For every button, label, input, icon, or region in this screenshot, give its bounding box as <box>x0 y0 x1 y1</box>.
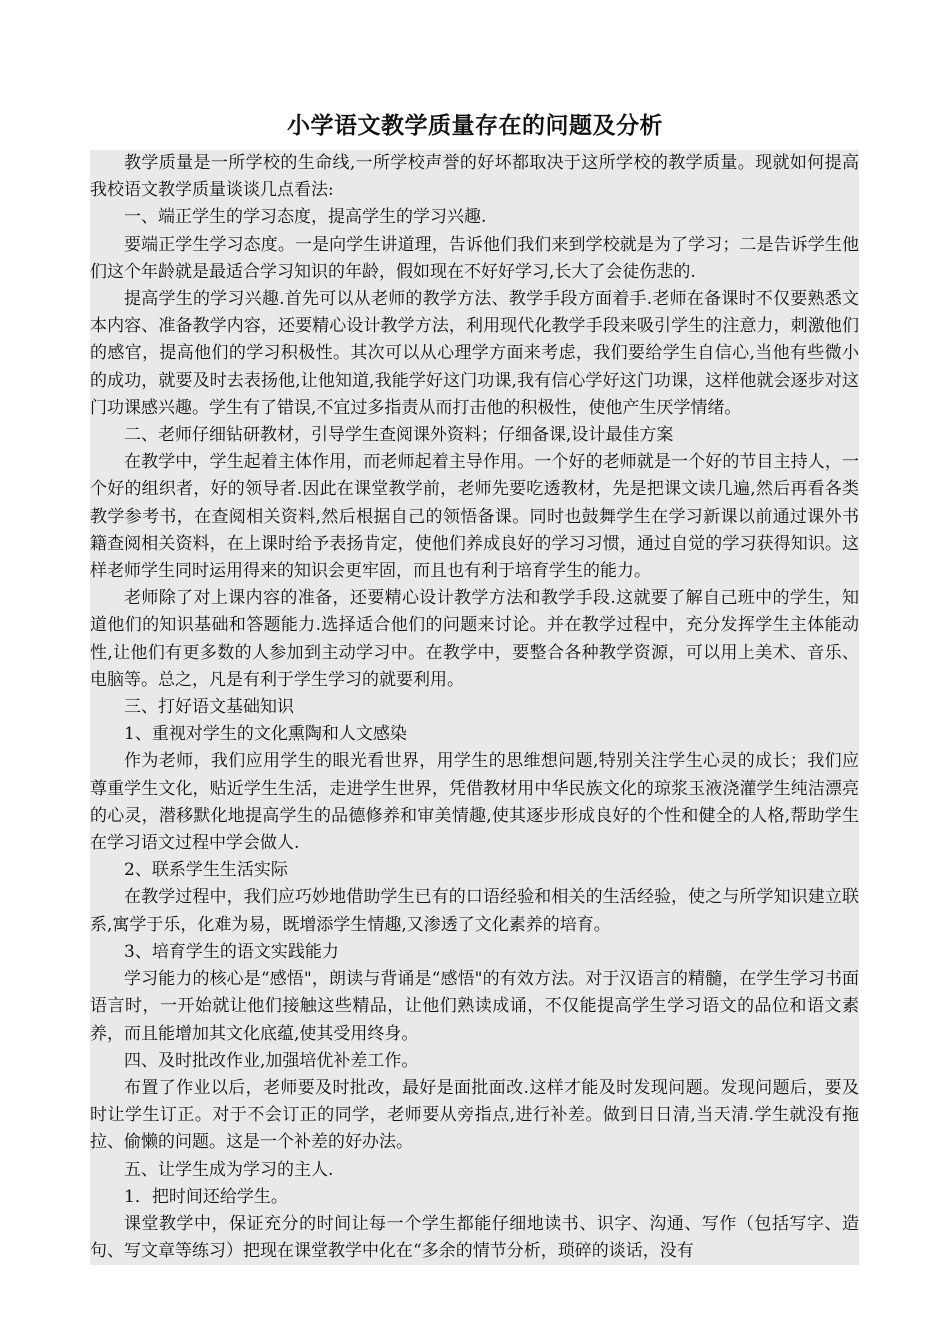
section-heading: 二、老师仔细钻研教材，引导学生查阅课外资料；仔细备课,设计最佳方案 <box>124 425 674 446</box>
paragraph: 课堂教学中，保证充分的时间让每一个学生都能仔细地读书、识字、沟通、写作（包括写字、造句、写文章等练习）把现在课堂教学中化在“多余的情节分析，琐碎的谈话，没有 <box>90 1213 859 1262</box>
subsection-heading: 3、培育学生的语文实践能力 <box>124 941 339 962</box>
section-heading: 四、及时批改作业,加强培优补差工作。 <box>124 1050 419 1071</box>
paragraph: 提高学生的学习兴趣.首先可以从老师的教学方法、教学手段方面着手.老师在备课时不仅要熟悉文本内容、准备教学内容，还要精心设计教学方法，利用现代化教学手段来吸引学生的注意力，刺激他们的感官，提高他们的学习积极性。其次可以从心理学方面来考虑，我们要给学生自信心,当他有些微小的成功，就要及时去表扬他,让他知道,我能学好这门功课,我有信心学好这门功课，这样他就会逐步对这门功课感兴趣。学生有了错误,不宜过多指责从而打击他的积极性，使他产生厌学情绪。 <box>90 289 859 418</box>
document-title: 小学语文教学质量存在的问题及分析 <box>287 112 663 139</box>
paragraph: 在教学中，学生起着主体作用，而老师起着主导作用。一个好的老师就是一个好的节目主持人，一个好的组织者，好的领导者.因此在课堂教学前，老师先要吃透教材，先是把课文读几遍,然后再看各类教学参考书，在查阅相关资料,然后根据自己的领悟备课。同时也鼓舞学生在学习新课以前通过课外书籍查阅相关资料，在上课时给予表扬肯定，使他们养成良好的学习习惯，通过自觉的学习获得知识。这样老师学生同时运用得来的知识会更牢固，而且也有利于培育学生的能力。 <box>90 452 859 582</box>
section-heading: 三、打好语文基础知识 <box>124 697 294 718</box>
paragraph: 要端正学生学习态度。一是向学生讲道理，告诉他们我们来到学校就是为了学习；二是告诉学生他们这个年龄就是最适合学习知识的年龄，假如现在不好好学习,长大了会徒伤悲的. <box>90 234 859 282</box>
paragraph: 教学质量是一所学校的生命线,一所学校声誉的好坏都取决于这所学校的教学质量。现就如何提高我校语文教学质量谈谈几点看法: <box>90 153 859 201</box>
paragraph: 作为老师，我们应用学生的眼光看世界，用学生的思维想问题,特别关注学生心灵的成长；我们应尊重学生文化，贴近学生生活，走进学生世界，凭借教材用中华民族文化的琼浆玉液浇灌学生纯洁漂亮的心灵，潜移默化地提高学生的品德修养和审美情趣,使其逐步形成良好的个性和健全的人格,帮助学生在学习语文过程中学会做人. <box>90 751 859 854</box>
subsection-heading: 2、联系学生生活实际 <box>124 860 288 881</box>
subsection-heading: 1．把时间还给学生。 <box>124 1186 288 1207</box>
paragraph: 布置了作业以后，老师要及时批改，最好是面批面改.这样才能及时发现问题。发现问题后，要及时让学生订正。对于不会订正的同学，老师要从旁指点,进行补差。做到日日清,当天清.学生就没有拖拉、偷懒的问题。这是一个补差的好办法。 <box>90 1077 859 1153</box>
paragraph: 学习能力的核心是“感悟"，朗读与背诵是“感悟"的有效方法。对于汉语言的精髓，在学生学习书面语言时，一开始就让他们接触这些精品，让他们熟读成诵，不仅能提高学生学习语文的品位和语文素养，而且能增加其文化底蕴,使其受用终身。 <box>90 969 859 1044</box>
paragraph: 在教学过程中，我们应巧妙地借助学生已有的口语经验和相关的生活经验，使之与所学知识建立联系,寓学于乐，化难为易，既增添学生情趣,又渗透了文化素养的培育。 <box>90 887 859 935</box>
section-heading: 五、让学生成为学习的主人. <box>124 1159 334 1180</box>
document-body <box>90 150 859 1265</box>
paragraph: 老师除了对上课内容的准备，还要精心设计教学方法和教学手段.这就要了解自己班中的学生，知道他们的知识基础和答题能力.选择适合他们的问题来讨论。并在教学过程中，充分发挥学生主体能动性,让他们有更多数的人参加到主动学习中。在教学中，要整合各种教学资源，可以用上美术、音乐、电脑等。总之，凡是有利于学生学习的就要利用。 <box>90 588 859 690</box>
section-heading: 一、端正学生的学习态度，提高学生的学习兴趣. <box>124 207 487 228</box>
subsection-heading: 1、重视对学生的文化熏陶和人文感染 <box>124 724 407 745</box>
